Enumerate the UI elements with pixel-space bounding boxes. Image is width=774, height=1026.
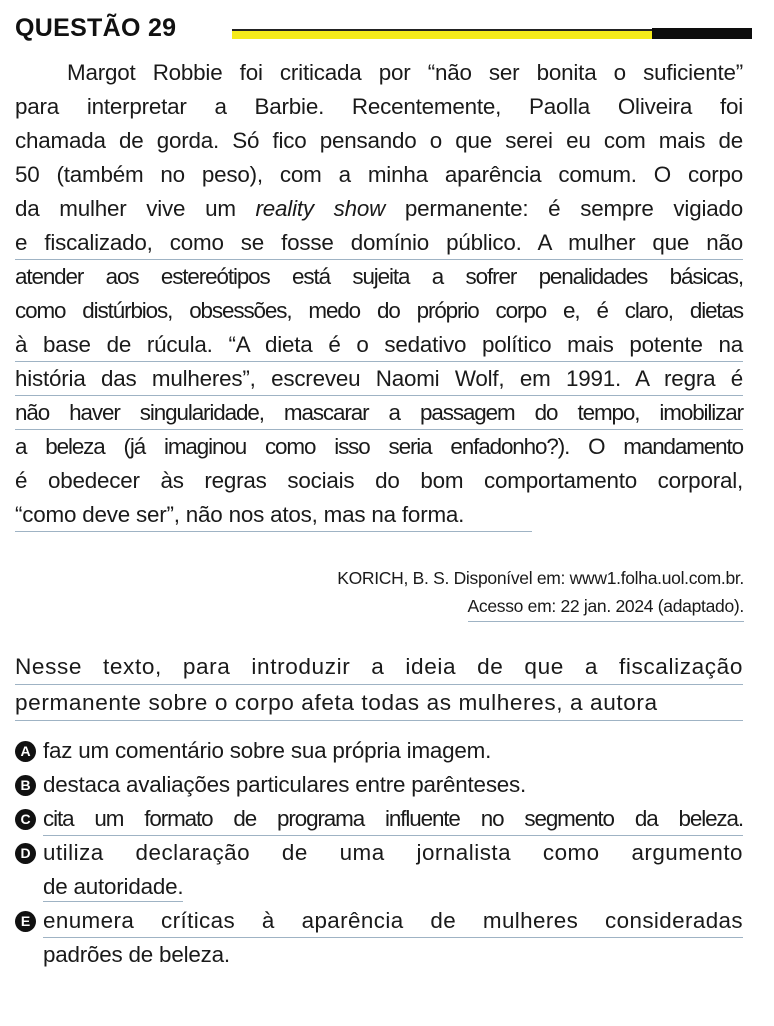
source-access-date-text: Acesso em: 22 jan. 2024 (adaptado).: [468, 596, 745, 622]
option-text: enumera críticas à aparência de mulheres consideradas: [43, 905, 743, 939]
passage-line: à base de rúcula. “A dieta é o sedativo político mais potente na: [15, 329, 743, 363]
option-b[interactable]: [15, 769, 743, 803]
option-a[interactable]: [15, 735, 743, 769]
passage-line: a beleza (já imaginou como isso seria enfadonho?). O mandamento: [15, 434, 743, 459]
italic-term: reality show: [255, 196, 386, 221]
passage-line: para interpretar a Barbie. Recentemente, Paolla Oliveira foi: [15, 94, 743, 119]
passage-text: [15, 57, 743, 533]
passage-line-head: da mulher vive um: [15, 196, 256, 221]
passage-line: 50 (também no peso), com a minha aparência comum. O corpo: [15, 162, 743, 187]
option-a-badge-icon: A: [15, 741, 36, 762]
passage-line-tail: permanente: é sempre vigiado: [385, 196, 743, 221]
option-text-cont: padrões de beleza.: [43, 942, 230, 967]
passage-line: não haver singularidade, mascarar a passagem do tempo, imobilizar: [15, 397, 743, 431]
header-bar-topline: [232, 29, 652, 31]
option-e[interactable]: [15, 905, 743, 973]
passage-line: como distúrbios, obsessões, medo do próprio corpo e, é claro, dietas: [15, 298, 743, 323]
question-stem: [15, 650, 743, 722]
stem-line: Nesse texto, para introduzir a ideia de que a fiscalização: [15, 650, 743, 686]
question-header: [15, 10, 760, 46]
passage-line: chamada de gorda. Só fico pensando o que serei eu com mais de: [15, 128, 743, 153]
answer-options: [15, 735, 743, 973]
option-e-badge-icon: E: [15, 911, 36, 932]
option-d-badge-icon: D: [15, 843, 36, 864]
header-bar-black: [652, 28, 752, 39]
option-c[interactable]: [15, 803, 743, 837]
passage-line: é obedecer às regras sociais do bom comportamento corporal,: [15, 468, 743, 493]
question-title: QUESTÃO 29: [15, 14, 177, 42]
option-d[interactable]: [15, 837, 743, 905]
passage-line: [15, 193, 743, 227]
passage-line: e fiscalizado, como se fosse domínio público. A mulher que não: [15, 227, 743, 261]
option-b-badge-icon: B: [15, 775, 36, 796]
stem-line: permanente sobre o corpo afeta todas as mulheres, a autora: [15, 686, 743, 722]
header-decorative-bar: [232, 28, 752, 39]
source-access-date: [224, 596, 744, 622]
option-text: destaca avaliações particulares entre parênteses.: [43, 772, 527, 797]
option-text: utiliza declaração de uma jornalista como argumento: [43, 840, 743, 865]
source-citation: KORICH, B. S. Disponível em: www1.folha.uol.com.br.: [337, 568, 744, 588]
option-text-cont: de autoridade.: [43, 871, 743, 905]
option-c-badge-icon: C: [15, 809, 36, 830]
passage-line: atender aos estereótipos está sujeita a sofrer penalidades básicas,: [15, 264, 743, 289]
passage-line: Margot Robbie foi criticada por “não ser bonita o suficiente”: [67, 60, 743, 85]
option-text: cita um formato de programa influente no segmento da beleza.: [43, 803, 743, 837]
passage-line: história das mulheres”, escreveu Naomi Wolf, em 1991. A regra é: [15, 363, 743, 397]
option-text: faz um comentário sobre sua própria imagem.: [43, 738, 492, 763]
header-bar-yellow: [232, 30, 652, 39]
passage-line: “como deve ser”, não nos atos, mas na forma.: [15, 499, 743, 533]
